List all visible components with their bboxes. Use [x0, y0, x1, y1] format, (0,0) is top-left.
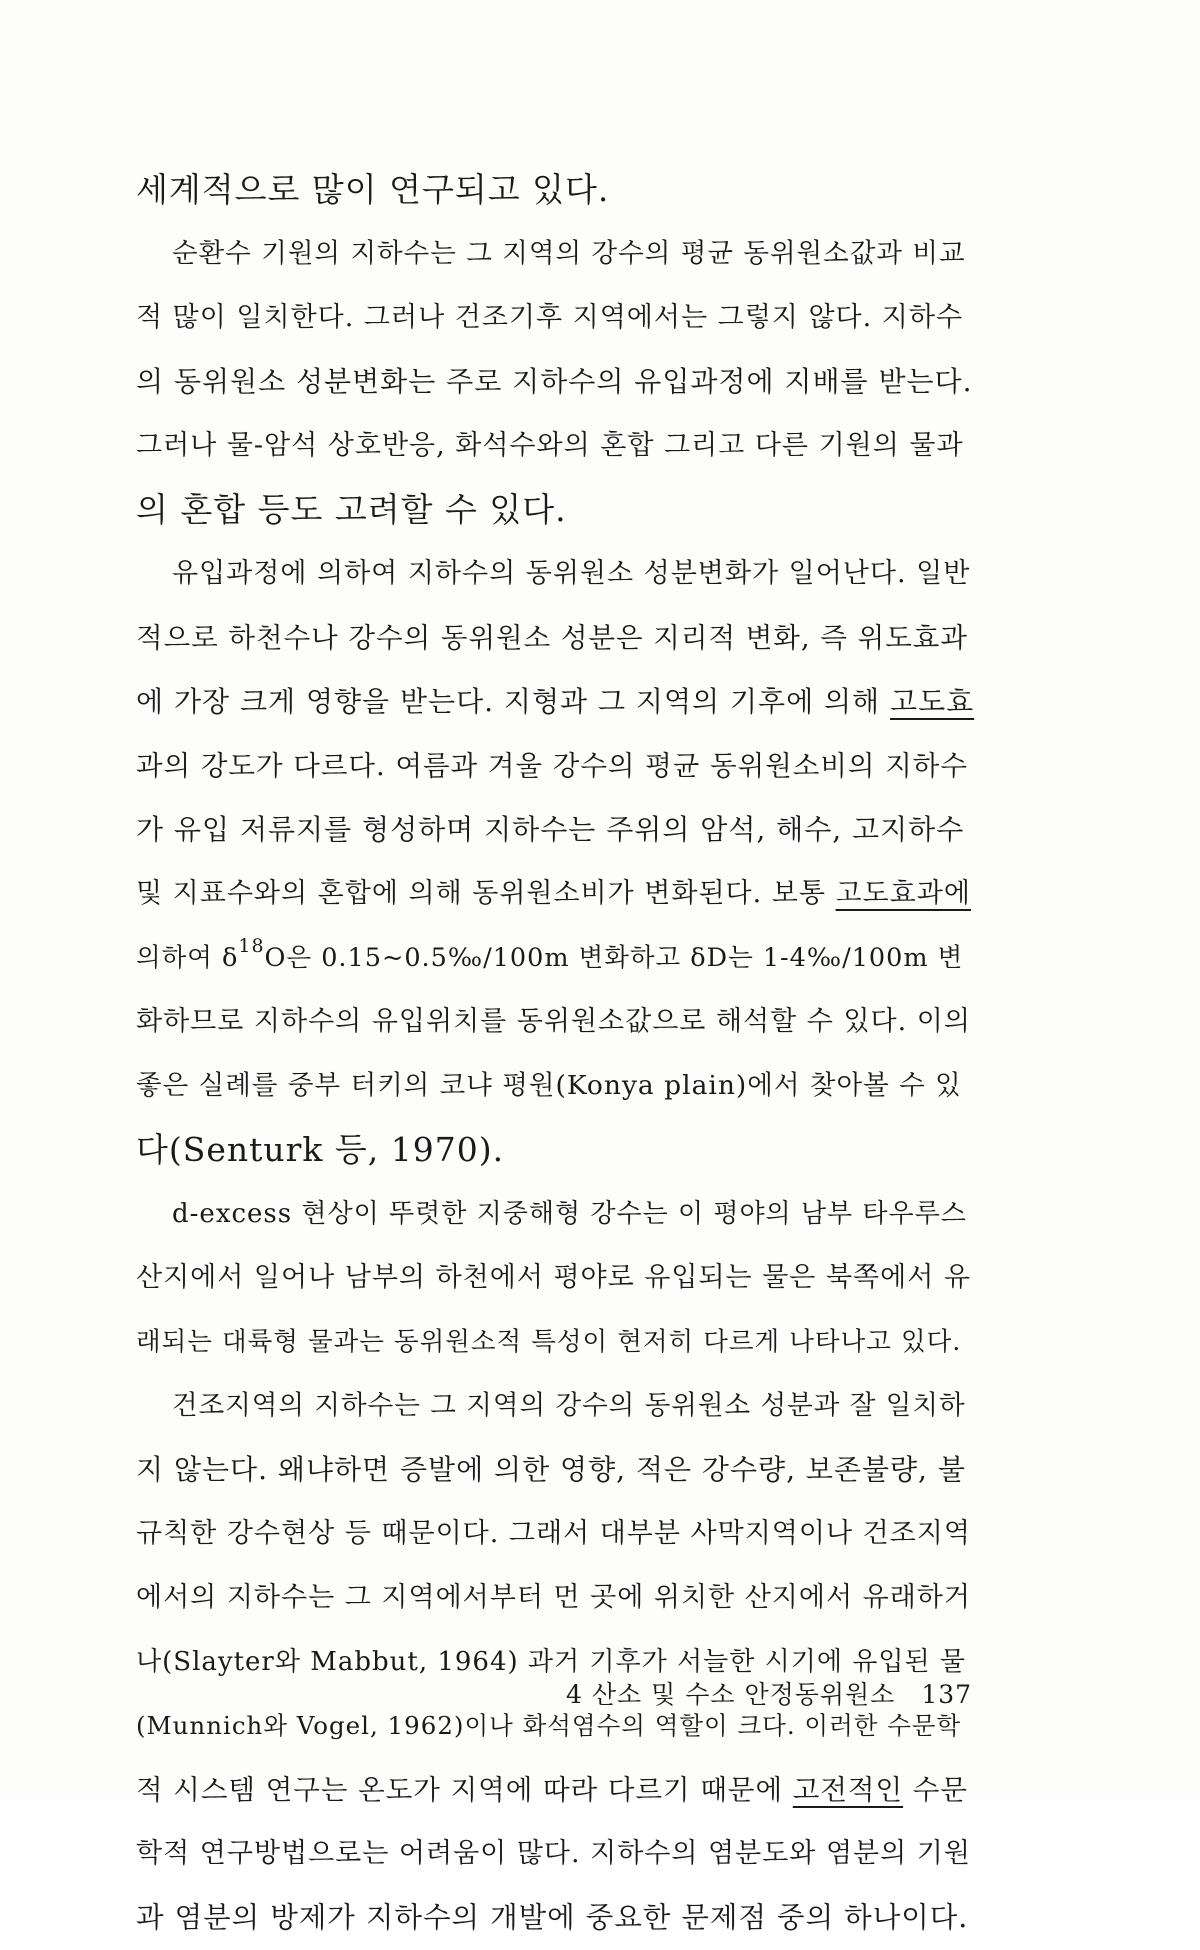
running-head: 4 산소 및 수소 안정동위원소: [566, 1680, 896, 1709]
text-line: [136, 670, 976, 734]
underlined-term: 고전적인: [792, 1774, 904, 1806]
text-line: 세계적으로 많이 연구되고 있다.: [136, 170, 610, 209]
underlined-term: 고도효: [890, 685, 975, 718]
text-line: 좋은 실례를 중부 터키의 코냐 평원(Konya plain)에서 찾아볼 수 있: [136, 1070, 962, 1101]
text-segment: 수문: [903, 1774, 968, 1806]
text-line: 학적 연구방법으로는 어려움이 많다. 지하수의 염분도와 염분의 기원: [136, 1838, 971, 1869]
page-number: 137: [921, 1680, 973, 1709]
text-line: 화하므로 지하수의 유입위치를 동위원소값으로 해석할 수 있다. 이의: [136, 1006, 971, 1037]
text-segment: 및 지표수와의 혼합에 의해 동위원소비가 변화된다. 보통: [136, 878, 836, 909]
text-line: 적 많이 일치한다. 그러나 건조기후 지역에서는 그렇지 않다. 지하수: [136, 302, 964, 333]
text-line: 에서의 지하수는 그 지역에서부터 먼 곳에 위치한 산지에서 유래하거: [136, 1582, 971, 1613]
text-segment: 에 가장 크게 영향을 받는다. 지형과 그 지역의 기후에 의해: [136, 685, 891, 718]
text-line: 가 유입 저류지를 형성하며 지하수는 주위의 암석, 해수, 고지하수: [136, 813, 965, 846]
text-line: 의 동위원소 성분변화는 주로 지하수의 유입과정에 지배를 받는다.: [136, 365, 973, 398]
text-line: 의 혼합 등도 고려할 수 있다.: [136, 490, 567, 529]
text-segment: O은 0.15~0.5‰/100m 변화하고 δD는 1-4‰/100m 변: [264, 943, 964, 973]
page-footer: [566, 1675, 972, 1711]
text-line: 건조지역의 지하수는 그 지역의 강수의 동위원소 성분과 잘 일치하: [172, 1390, 966, 1421]
text-line: 순환수 기원의 지하수는 그 지역의 강수의 평균 동위원소값과 비교: [172, 238, 966, 269]
text-line: [136, 862, 976, 926]
text-line: 산지에서 일어나 남부의 하천에서 평야로 유입되는 물은 북쪽에서 유: [136, 1262, 971, 1293]
text-line: 래되는 대륙형 물과는 동위원소적 특성이 현저히 다르게 나타나고 있다.: [136, 1327, 962, 1357]
text-line: 그러나 물-암석 상호반응, 화석수와의 혼합 그리고 다른 기원의 물과: [136, 430, 964, 461]
text-line: [136, 926, 976, 990]
text-line: 다(Senturk 등, 1970).: [136, 1130, 505, 1169]
text-line: 과 염분의 방제가 지하수의 개발에 중요한 문제점 중의 하나이다.: [136, 1901, 969, 1934]
text-line: 나(Slayter와 Mabbut, 1964) 과거 기후가 서늘한 시기에 유입된 물: [136, 1647, 966, 1677]
superscript: 18: [238, 935, 265, 957]
text-line: 과의 강도가 다르다. 여름과 겨울 강수의 평균 동위원소비의 지하수: [136, 750, 968, 782]
text-segment: 의하여 δ: [136, 943, 239, 973]
text-line: 규칙한 강수현상 등 때문이다. 그래서 대부분 사막지역이나 건조지역: [136, 1518, 971, 1549]
underlined-term: 고도효과에: [835, 878, 971, 909]
text-line: 지 않는다. 왜냐하면 증발에 의한 영향, 적은 강수량, 보존불량, 불: [136, 1453, 966, 1486]
text-segment: 적 시스템 연구는 온도가 지역에 따라 다르기 때문에: [136, 1774, 793, 1806]
text-line: (Munnich와 Vogel, 1962)이나 화석염수의 역할이 크다. 이러한 수문학: [136, 1711, 962, 1740]
text-line: 적으로 하천수나 강수의 동위원소 성분은 지리적 변화, 즉 위도효과: [136, 622, 968, 654]
text-line: 유입과정에 의하여 지하수의 동위원소 성분변화가 일어난다. 일반: [172, 558, 971, 589]
text-line: d-excess 현상이 뚜렷한 지중해형 강수는 이 평야의 남부 타우루스: [172, 1199, 967, 1229]
text-line: [136, 1758, 976, 1822]
